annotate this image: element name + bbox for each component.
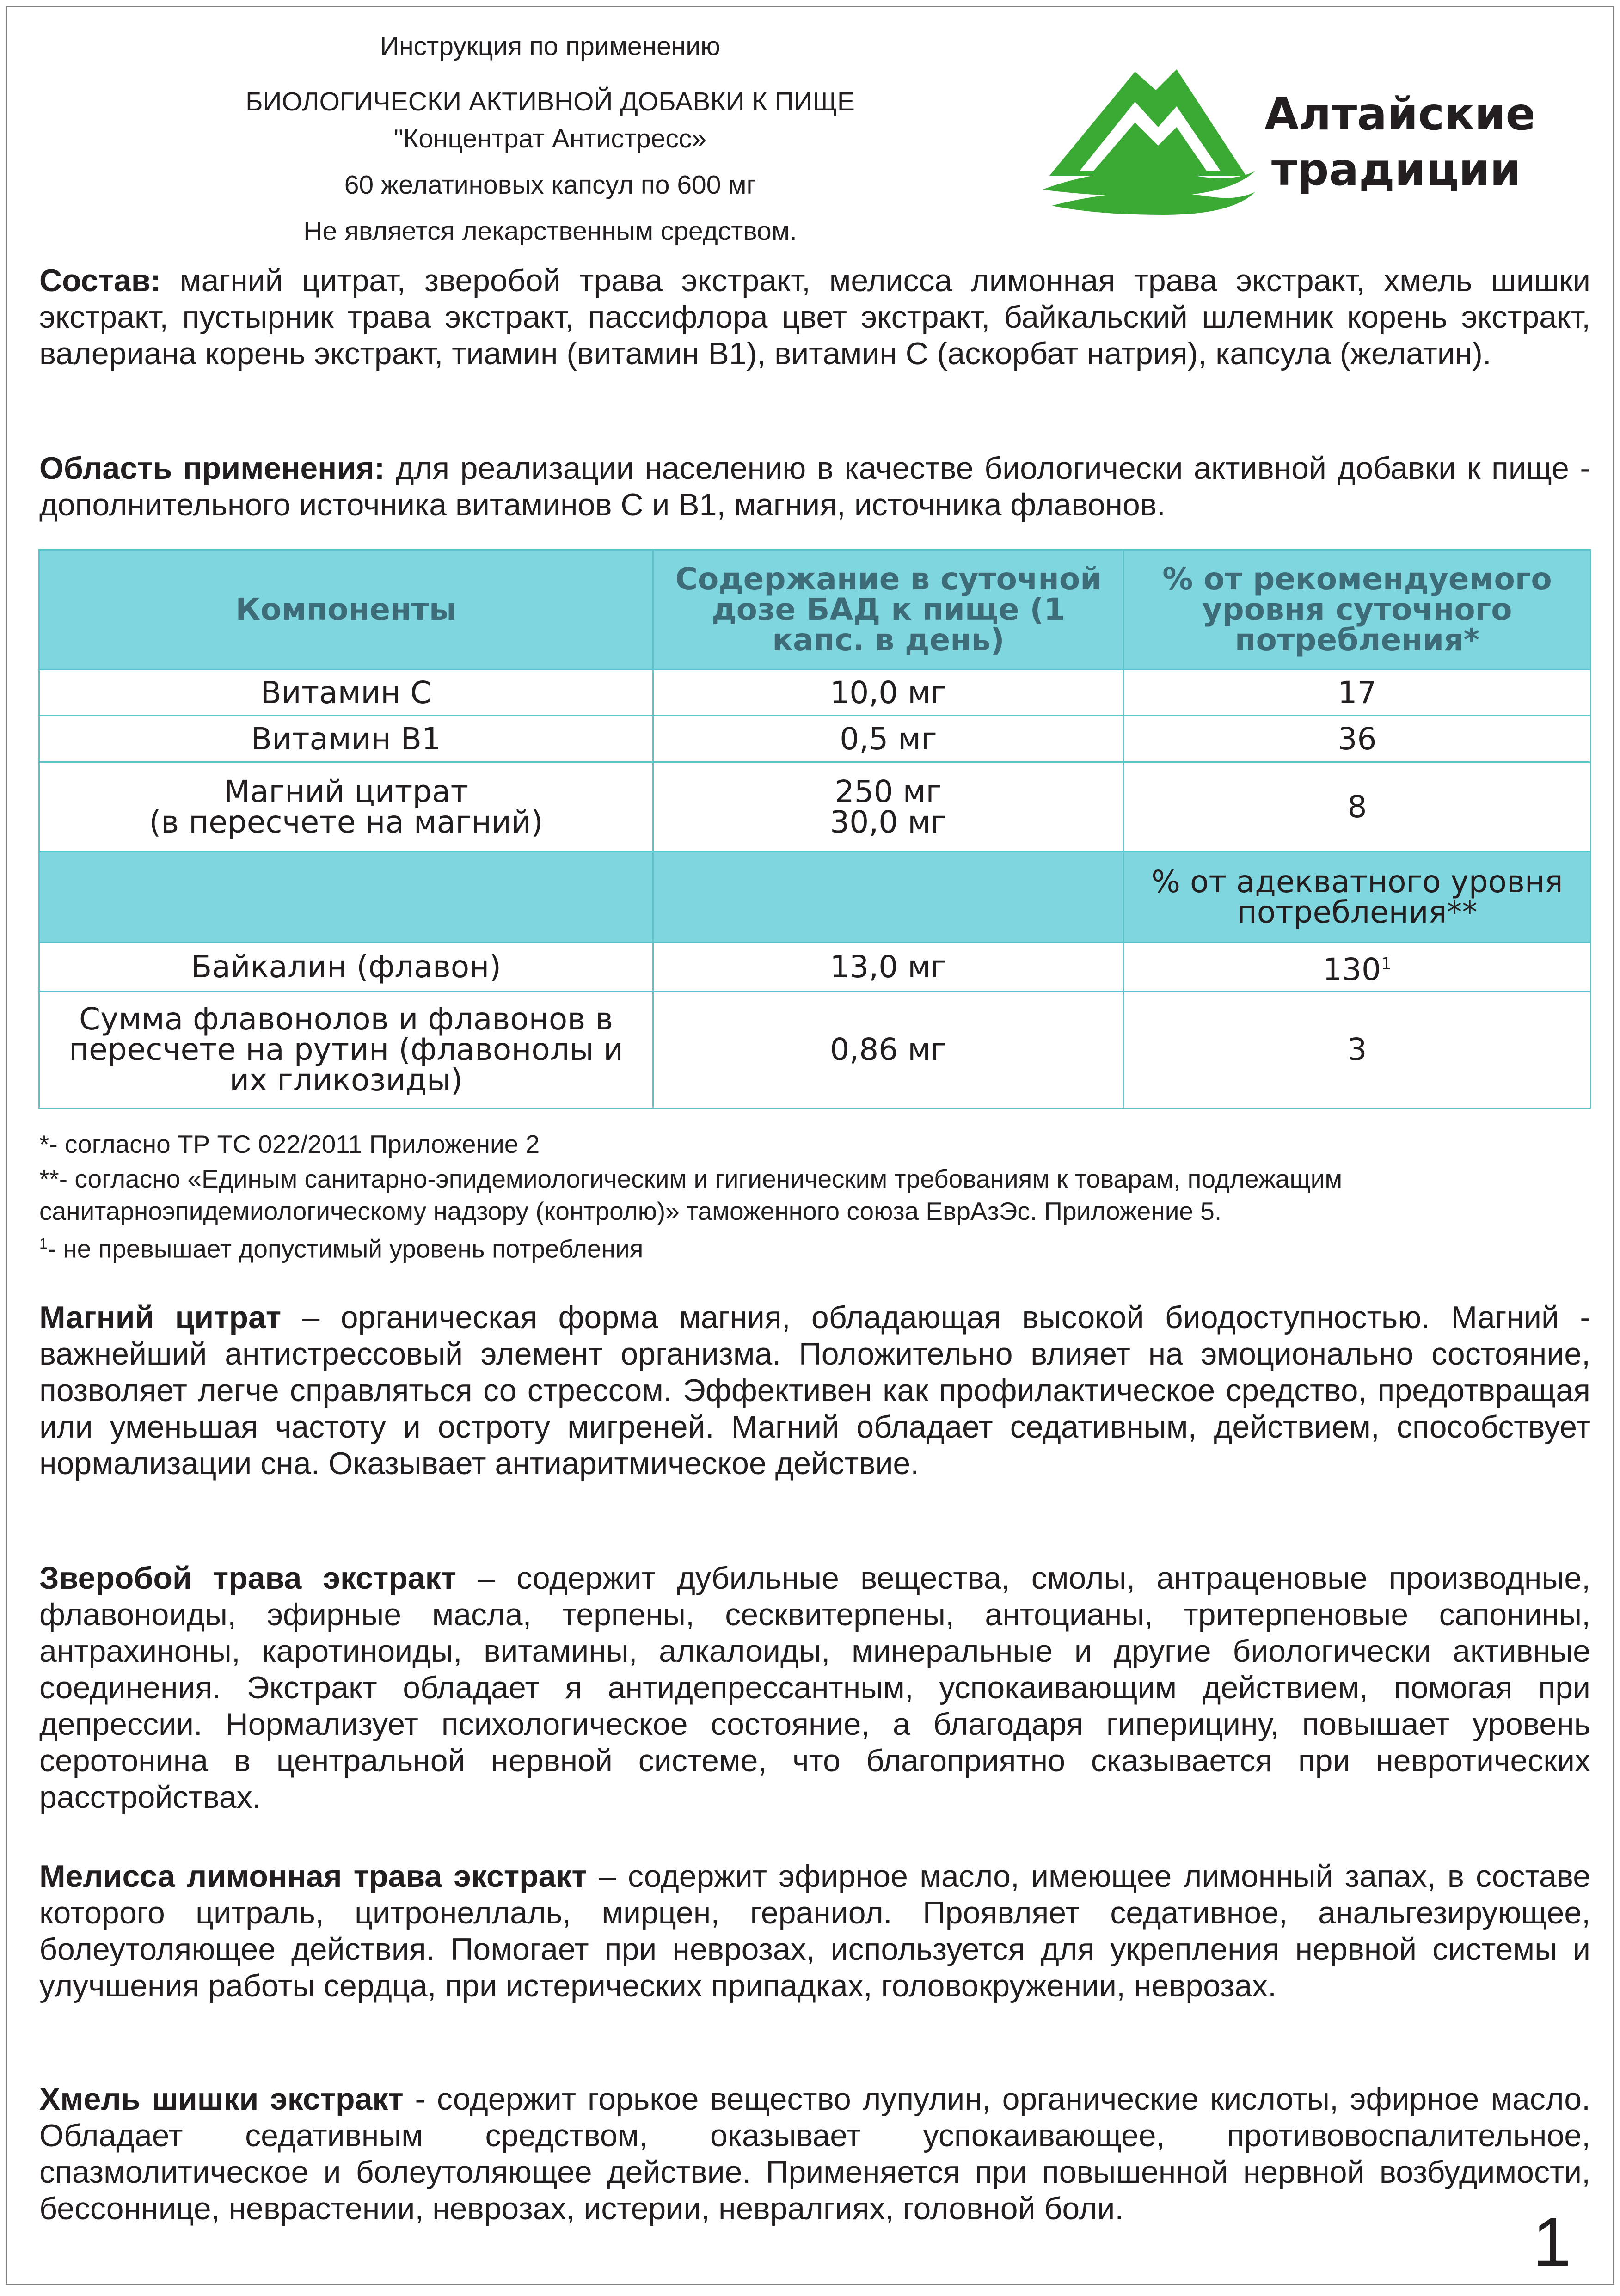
table-header-amount: Содержание в суточной дозе БАД к пище (1 капс. в день) [653,550,1124,670]
footnote-3-marker: 1 [39,1235,48,1252]
table-row [39,716,1591,762]
table-row [39,670,1591,716]
component-amount: 10,0 мг [653,670,1124,716]
table-row [39,762,1591,852]
composition-label: Состав: [39,263,161,298]
application-paragraph [39,450,1590,523]
table-header-components: Компоненты [39,550,653,670]
page-number: 1 [1533,2203,1571,2281]
table-row [39,943,1591,992]
footnote-3-text: - не превышает допустимый уровень потребления [47,1234,644,1263]
composition-text: магний цитрат, зверобой трава экстракт, мелисса лимонная трава экстракт, хмель шишки экстракт, пустырник трава экстракт, пассифлора цвет экстракт, байкальский шлемник корень экстракт, валериана корень экстракт, тиамин (витамин В1), витамин С (аскорбат натрия), капсула (желатин). [39,263,1590,371]
instruction-page [6,6,1614,2285]
section-text: - содержит горькое вещество лупулин, органические кислоты, эфирное масло. Обладает седативным средством, оказывает успокаивающее, противовоспалительное, спазмолитическое и болеутоляющее действие. Применяется при повышенной нервной возбудимости, бессоннице, неврастении, неврозах, истерии, невралгиях, головной боли. [39,2082,1590,2226]
table-subheader-row [39,852,1591,943]
component-name-cell [39,762,653,852]
component-percent: 3 [1124,992,1591,1108]
component-amount: 13,0 мг [653,943,1124,992]
composition-paragraph [39,263,1590,372]
component-name: Витамин В1 [39,716,653,762]
component-percent: 130 [1323,951,1381,987]
table-header-row [39,550,1591,670]
header-package: 60 желатиновых капсул по 600 мг [344,170,756,200]
header-disclaimer: Не является лекарственным средством. [303,216,797,246]
component-percent-cell [1124,943,1591,992]
component-amount: 0,86 мг [653,992,1124,1108]
table-row [39,992,1591,1108]
logo-line1: Алтайские [1264,88,1533,140]
component-percent: 36 [1124,716,1591,762]
component-amount-note: 30,0 мг [830,804,947,840]
component-name: Сумма флавонолов и флавонов в пересчете на рутин (флавонолы и их гликозиды) [39,992,653,1108]
footnote-3 [39,1227,1590,1265]
application-label: Область применения: [39,451,385,486]
table-header-percent: % от рекомендуемого уровня суточного потребления* [1124,550,1591,670]
section-text: – содержит дубильные вещества, смолы, антраценовые производные, флавоноиды, эфирные масла, терпены, сесквитерпены, антоцианы, тритерпеновые сапонины, антрахиноны, каротиноиды, витамины, алкалоиды, минеральные и другие биологически активные соединения. Экстракт обладает я антидепрессантным, успокаивающим действием, помогая при депрессии. Нормализует психологическое состояние, а благодаря гиперицину, повышает уровень серотонина в центральной нервной системе, что благоприятно сказывается при невротических расстройствах. [39,1561,1590,1815]
section-st-johns-wort [39,1560,1590,1816]
section-magnesium [39,1299,1590,1482]
component-percent: 8 [1124,762,1591,852]
section-title: Магний цитрат [39,1300,282,1335]
section-text: – органическая форма магния, обладающая высокой биодоступностью. Магний - важнейший антистрессовый элемент организма. Положительно влияет на эмоционально состояние, позволяет легче справляться со стрессом. Эффективен как профилактическое средство, предотвращая или уменьшая частоту и остроту мигреней. Магний обладает седативным, действием, способствует нормализации сна. Оказывает антиаритмическое действие. [39,1300,1590,1481]
brand-logo [1043,58,1533,233]
header-title: Инструкция по применению [380,31,720,61]
component-percent: 17 [1124,670,1591,716]
component-amount: 0,5 мг [653,716,1124,762]
footnote-2: **- согласно «Единым санитарно-эпидемиологическим и гигиеническим требованиям к товарам, подлежащим санитарноэпидемиологическому надзору (контролю)» таможенного союза ЕврАзЭс. Приложение 5. [39,1164,1343,1225]
nutrient-table [38,549,1591,1109]
section-title: Мелисса лимонная трава экстракт [39,1859,587,1894]
component-name: Витамин С [39,670,653,716]
section-title: Зверобой трава экстракт [39,1561,456,1596]
component-name: Байкалин (флавон) [39,943,653,992]
section-hops [39,2081,1590,2227]
header-product-type: БИОЛОГИЧЕСКИ АКТИВНОЙ ДОБАВКИ К ПИЩЕ [245,87,855,116]
mountain-logo-icon [1043,58,1533,233]
header-product-name: "Концентрат Антистресс» [393,124,707,153]
component-amount: 250 мг [835,773,942,809]
component-name: Магний цитрат [223,773,469,809]
section-text: – содержит эфирное масло, имеющее лимонный запах, в составе которого цитраль, цитронеллаль, мирцен, гераниол. Проявляет седативное, анальгезирующее, болеутоляющее действия. Помогает при неврозах, используется для укрепления нервной системы и улучшения работы сердца, при истерических припадках, головокружении, неврозах. [39,1859,1590,2003]
footnote-marker: 1 [1381,954,1392,974]
component-amount-cell [653,762,1124,852]
footnote-1: *- согласно ТР ТС 022/2011 Приложение 2 [39,1130,540,1158]
logo-line2: традиции [1271,144,1521,196]
application-text: для реализации населению в качестве биологически активной добавки к пище - дополнительного источника витаминов С и В1, магния, источника флавонов. [39,451,1591,522]
section-title: Хмель шишки экстракт [39,2082,404,2117]
table-subheader-percent: % от адекватного уровня потребления** [1124,852,1591,943]
component-name-note: (в пересчете на магний) [149,804,543,840]
section-melissa [39,1858,1590,2004]
